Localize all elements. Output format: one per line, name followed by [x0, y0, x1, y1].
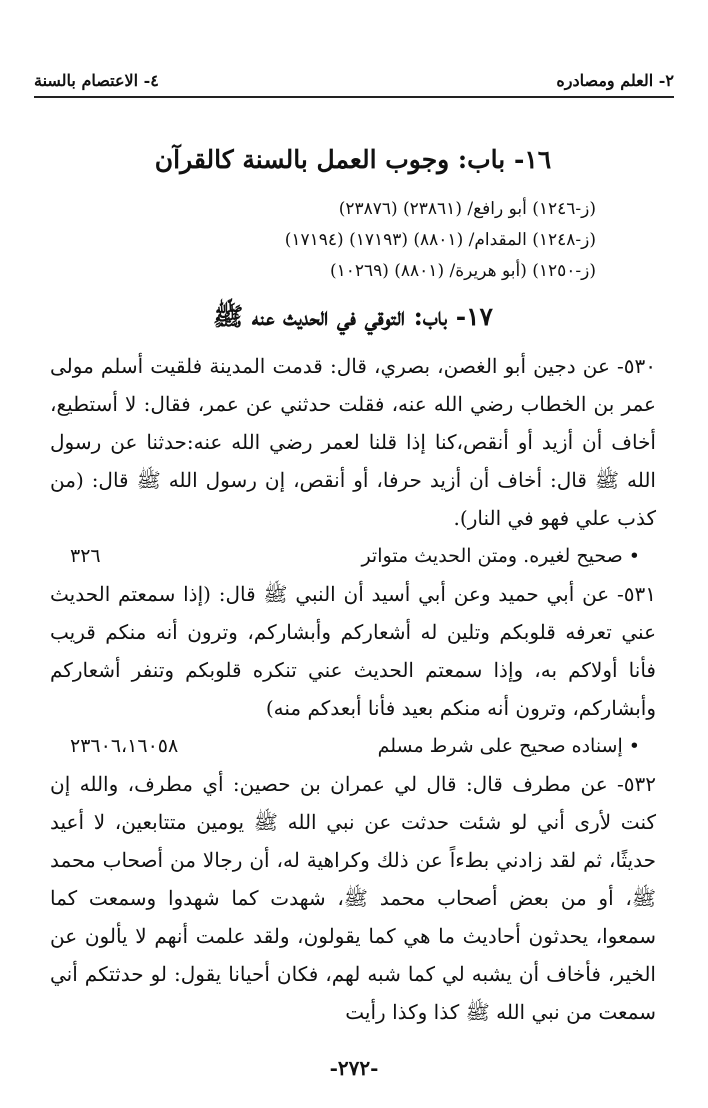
- page-body: [50, 140, 656, 1031]
- grade-reference-number: ٢٣٦٠٦،١٦٠٥٨: [70, 735, 179, 757]
- hadith-531: ٥٣١- عن أبي حميد وعن أبي أسيد أن النبي ﷺ قال: (إذا سمعتم الحديث عني تعرفه قلوبكم وتلين له أشعاركم وأبشاركم، وترون أنه منكم قريب فأنا أولاكم به، وإذا سمعتم الحديث عني تنكره قلوبكم وتنفر أشعاركم وأبشاركم، وترون أنه منكم بعيد فأنا أبعدكم منه): [50, 582, 656, 720]
- chapter-16-title: ١٦- باب: وجوب العمل بالسنة كالقرآن: [154, 145, 552, 174]
- grade-text: • إسناده صحيح على شرط مسلم: [377, 735, 640, 757]
- chapter-16-references: [50, 194, 656, 287]
- header-chapter-title: ٤- الاعتصام بالسنة: [34, 71, 159, 90]
- page-number: -٢٧٢-: [329, 1056, 379, 1080]
- chapter-17-title: ١٧- باب: التوقي في الحديث عنه ﷺ: [213, 302, 493, 331]
- hadith-530-grading: [50, 537, 656, 575]
- grade-reference-number: ٣٢٦: [70, 545, 101, 567]
- header-section-title: ٢- العلم ومصادره: [556, 71, 674, 90]
- reference-line: (ز-١٢٥٠) (أبو هريرة/ (٨٨٠١) (١٠٢٦٩): [329, 261, 596, 281]
- hadith-530: ٥٣٠- عن دجين أبو الغصن، بصري، قال: قدمت المدينة فلقيت أسلم مولى عمر بن الخطاب رضي الله عنه، فقلت حدثني عن عمر، فقال: لا أستطيع، أخاف أن أزيد أو أنقص،كنا إذا قلنا لعمر رضي الله عنه:حدثنا عن رسول الله ﷺ قال: أخاف أن أزيد حرفا، أو أنقص، إن رسول الله ﷺ قال: (من كذب علي فهو في النار).: [50, 354, 656, 530]
- reference-line: (ز-١٢٤٨) المقدام/ (٨٨٠١) (١٧١٩٣) (١٧١٩٤): [284, 230, 596, 250]
- grade-text: • صحيح لغيره. ومتن الحديث متواتر: [361, 545, 640, 567]
- hadith-532: ٥٣٢- عن مطرف قال: قال لي عمران بن حصين: أي مطرف، والله إن كنت لأرى أني لو شئت حدثت عن نبي الله ﷺ يومين متتابعين، لا أعيد حديثًا، ثم لقد زادني بطءاً عن ذلك وكراهية له، أن رجالا من أصحاب محمد ﷺ، أو من بعض أصحاب محمد ﷺ، شهدت كما شهدوا وسمعت كما سمعوا، يحدثون أحاديث ما هي كما يقولون، ولقد علمت أنهم لا يألون عن الخير، فأخاف أن يشبه لي كما شبه لهم، فكان أحيانا يقول: لو حدثتكم أني سمعت من نبي الله ﷺ كذا وكذا رأيت: [50, 772, 656, 1024]
- hadith-531-grading: [50, 727, 656, 765]
- running-header: [34, 62, 674, 98]
- reference-line: (ز-١٢٤٦) أبو رافع/ (٢٣٨٦١) (٢٣٨٧٦): [338, 199, 596, 219]
